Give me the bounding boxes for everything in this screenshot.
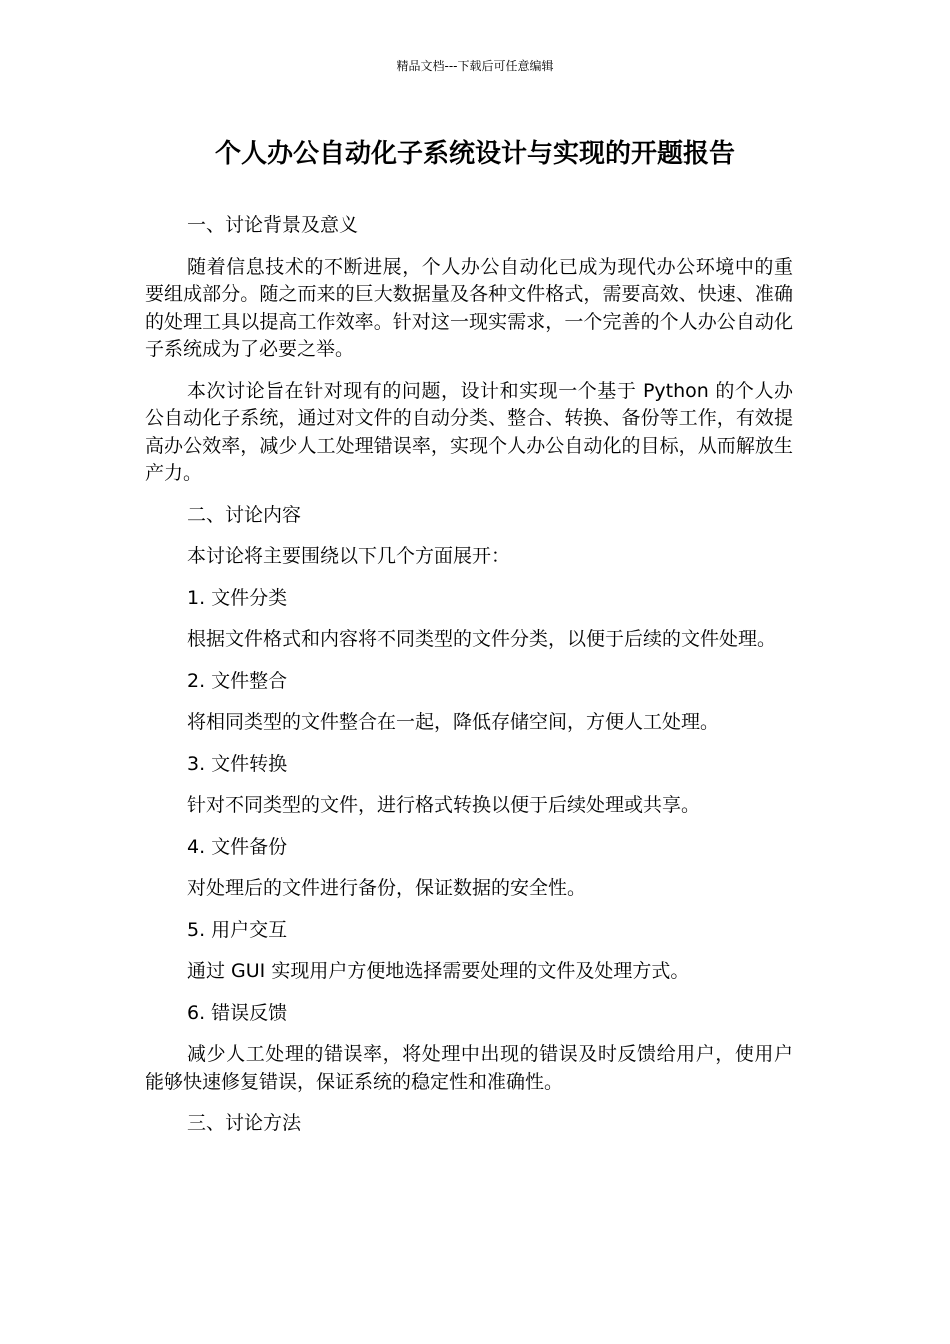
section-heading-background: 一、讨论背景及意义 [187, 214, 359, 236]
item-title-file-integration: 2. 文件整合 [187, 669, 288, 692]
item-desc-file-integration: 将相同类型的文件整合在一起，降低存储空间，方便人工处理。 [187, 711, 720, 733]
item-desc-file-classification: 根据文件格式和内容将不同类型的文件分类，以便于后续的文件处理。 [187, 628, 777, 650]
document-body [145, 212, 793, 1152]
item-title-error-feedback: 6. 错误反馈 [187, 1001, 288, 1024]
item-desc-file-conversion: 针对不同类型的文件，进行格式转换以便于后续处理或共享。 [187, 794, 701, 816]
background-paragraph-1: 随着信息技术的不断进展，个人办公自动化已成为现代办公环境中的重要组成部分。随之而来的巨大数据量及各种文件格式，需要高效、快速、准确的处理工具以提高工作效率。针对这一现实需求，一个完善的个人办公自动化子系统成为了必要之举。 [145, 255, 793, 360]
item-title-file-conversion: 3. 文件转换 [187, 752, 288, 775]
document-title: 个人办公自动化子系统设计与实现的开题报告 [214, 139, 735, 169]
item-title-user-interaction: 5. 用户交互 [187, 918, 288, 941]
background-paragraph-2: 本次讨论旨在针对现有的问题，设计和实现一个基于 Python 的个人办公自动化子系统，通过对文件的自动分类、整合、转换、备份等工作，有效提高办公效率，减少人工处理错误率，实现个人办公自动化的目标，从而解放生产力。 [145, 379, 793, 484]
section-heading-method: 三、讨论方法 [187, 1112, 302, 1134]
page-header: 精品文档---下载后可任意编辑 [396, 59, 554, 73]
item-desc-user-interaction: 通过 GUI 实现用户方便地选择需要处理的文件及处理方式。 [187, 960, 690, 982]
content-intro: 本讨论将主要围绕以下几个方面展开： [187, 545, 511, 567]
item-desc-error-feedback: 减少人工处理的错误率，将处理中出现的错误及时反馈给用户，使用户能够快速修复错误，保证系统的稳定性和准确性。 [145, 1043, 793, 1093]
item-title-file-classification: 1. 文件分类 [187, 586, 288, 609]
item-title-file-backup: 4. 文件备份 [187, 835, 288, 858]
section-heading-content: 二、讨论内容 [187, 503, 302, 526]
item-desc-file-backup: 对处理后的文件进行备份，保证数据的安全性。 [187, 877, 587, 899]
